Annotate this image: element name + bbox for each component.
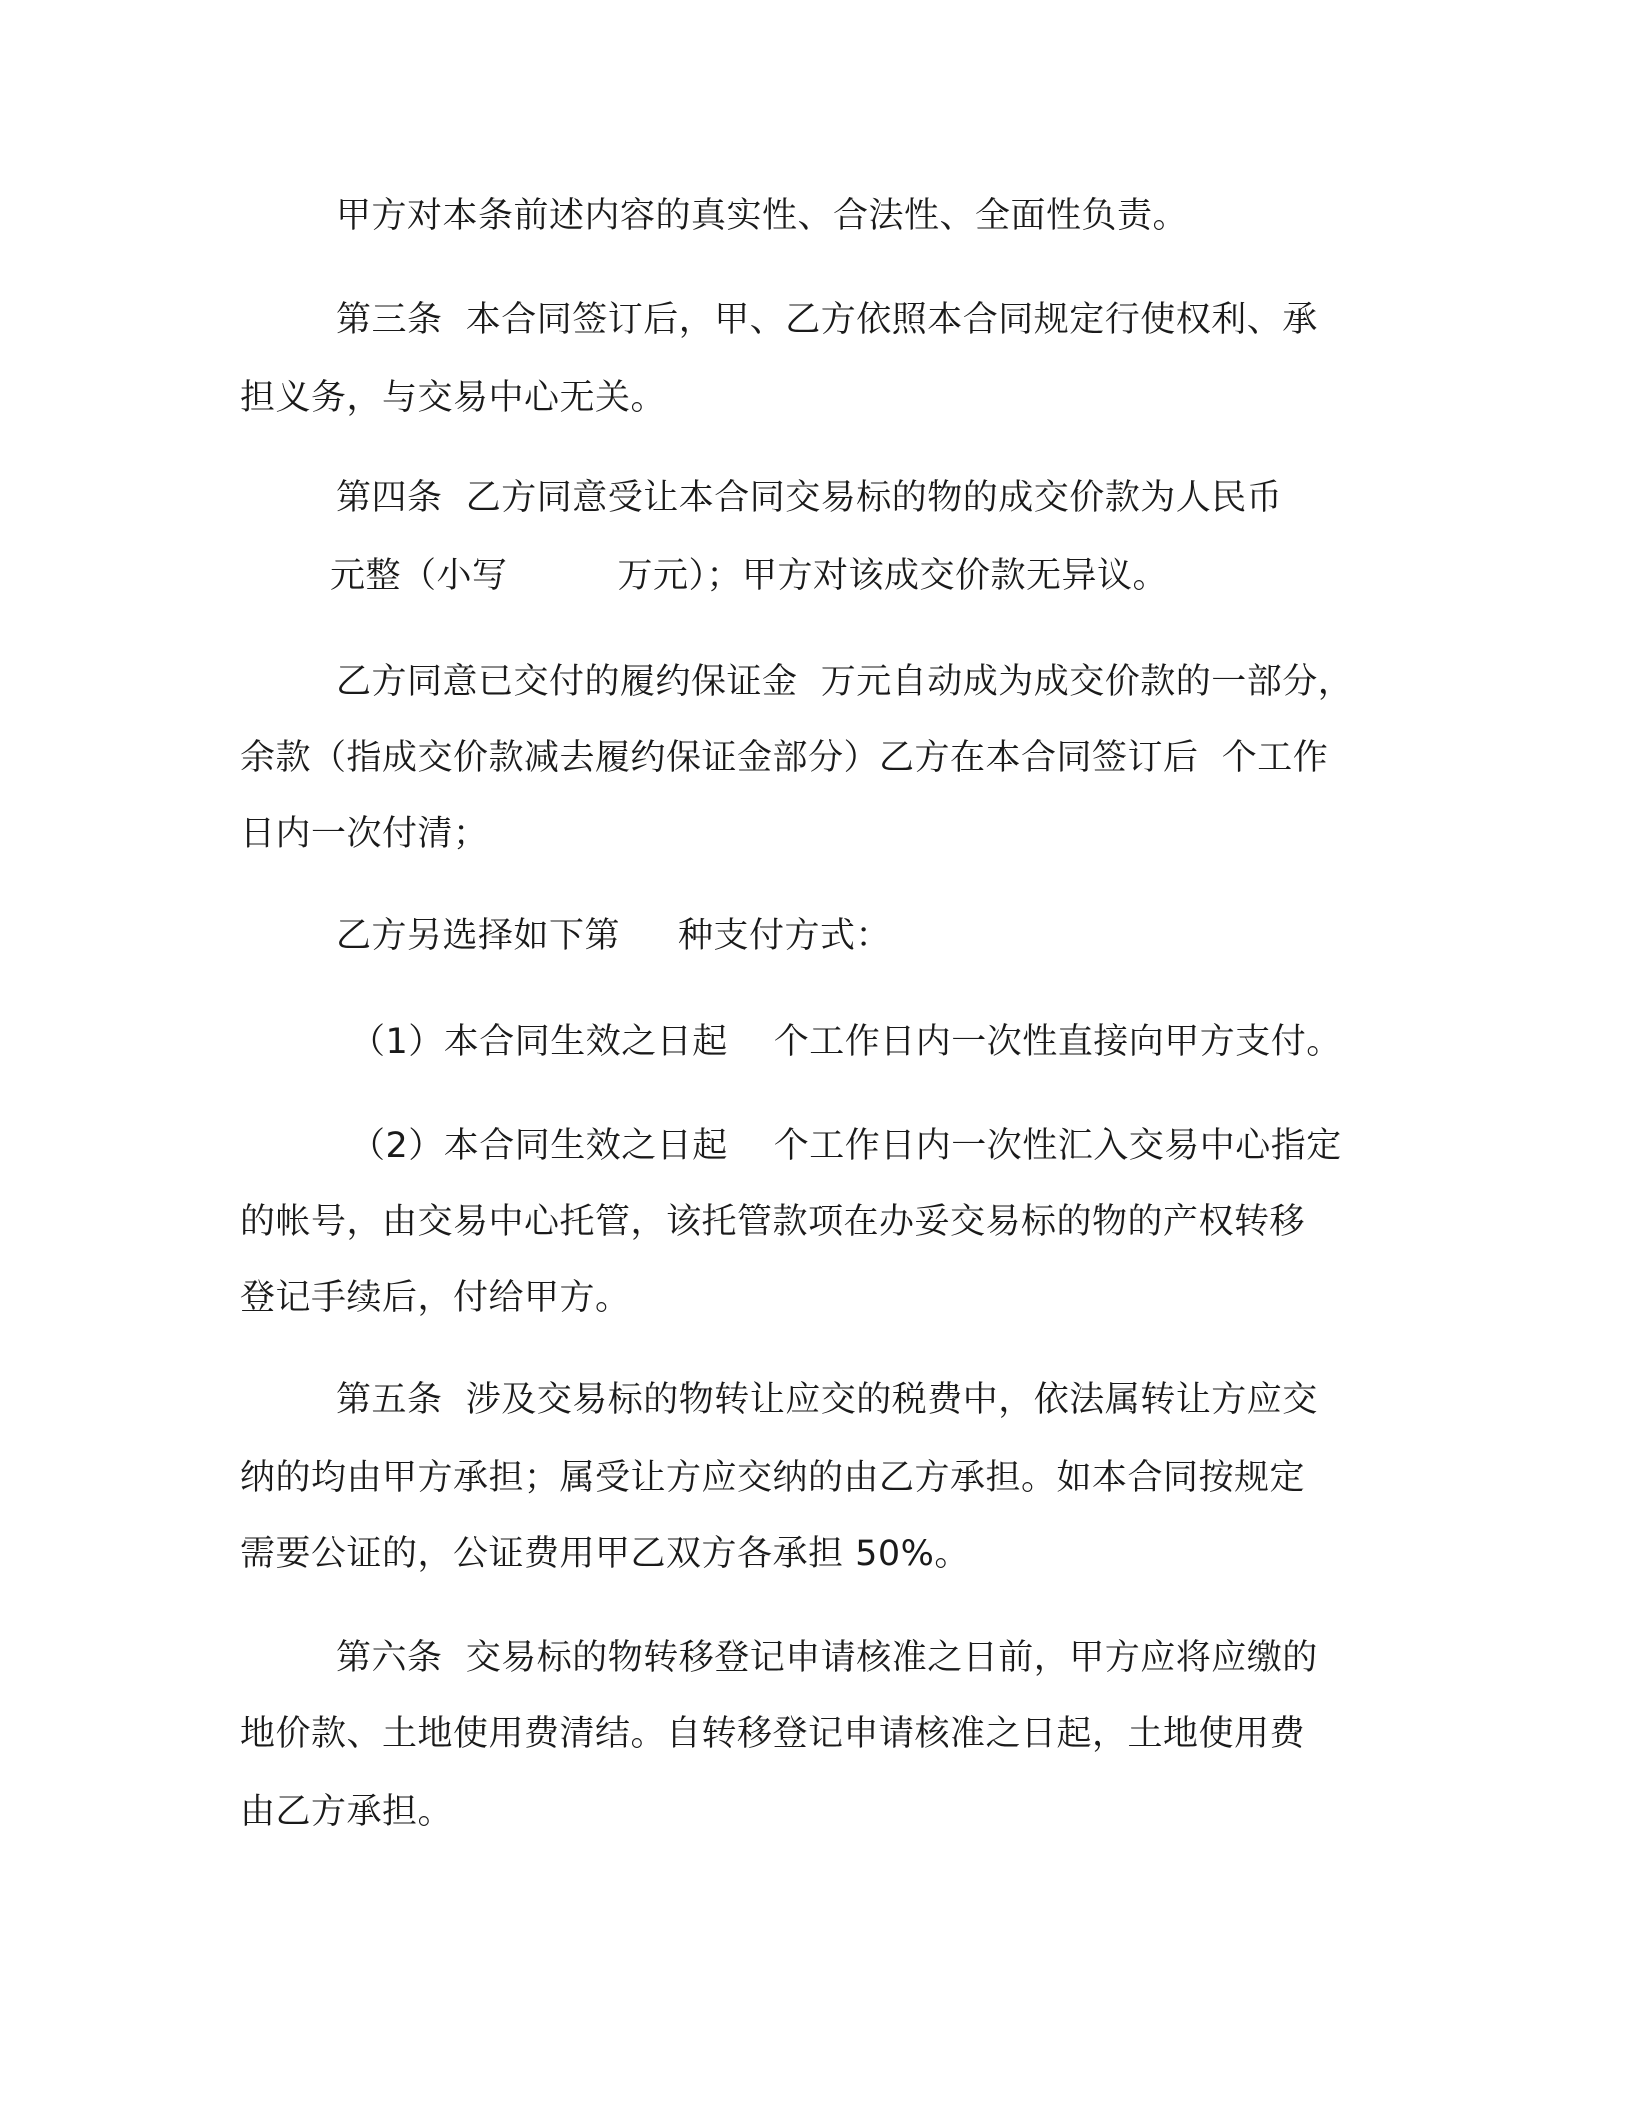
paragraph-line: 甲方对本条前述内容的真实性、合法性、全面性负责。 — [336, 196, 1189, 236]
option-2-part-2: 个工作日内一次性汇入交易中心指定 — [773, 1126, 1342, 1166]
article-4-line-1: 第四条 乙方同意受让本合同交易标的物的成交价款为人民币 — [336, 478, 1283, 518]
option-1-line — [350, 1020, 1342, 1064]
option-2-line-2: 的帐号，由交易中心托管，该托管款项在办妥交易标的物的产权转移 — [240, 1202, 1306, 1242]
option-2-part-1: （2）本合同生效之日起 — [350, 1126, 728, 1166]
option-1-part-1: （1）本合同生效之日起 — [350, 1022, 728, 1062]
article-6-line-3: 由乙方承担。 — [240, 1792, 454, 1832]
price-text-part-1: 元整（小写 — [330, 556, 508, 596]
deposit-line-3: 日内一次付清； — [240, 814, 489, 854]
option-1-part-2: 个工作日内一次性直接向甲方支付。 — [773, 1022, 1342, 1062]
deposit-line-1: 乙方同意已交付的履约保证金 万元自动成为成交价款的一部分， — [336, 662, 1354, 702]
price-text-part-2: 万元）；甲方对该成交价款无异议。 — [617, 556, 1169, 596]
article-3-line-1: 第三条 本合同签订后，甲、乙方依照本合同规定行使权利、承 — [336, 300, 1318, 340]
payment-choice-part-2: 种支付方式： — [678, 916, 892, 956]
article-5-line-1: 第五条 涉及交易标的物转让应交的税费中，依法属转让方应交 — [336, 1380, 1318, 1420]
option-2-line-1 — [350, 1124, 1342, 1168]
article-3-line-2: 担义务，与交易中心无关。 — [240, 378, 667, 418]
article-6-line-2: 地价款、土地使用费清结。自转移登记申请核准之日起，土地使用费 — [240, 1714, 1306, 1754]
option-2-line-3: 登记手续后，付给甲方。 — [240, 1278, 631, 1318]
article-4-line-2 — [330, 554, 1168, 598]
deposit-line-2: 余款（指成交价款减去履约保证金部分）乙方在本合同签订后 个工作 — [240, 738, 1329, 778]
article-5-line-2: 纳的均由甲方承担；属受让方应交纳的由乙方承担。如本合同按规定 — [240, 1458, 1306, 1498]
payment-choice-line — [336, 914, 891, 958]
article-5-line-3: 需要公证的，公证费用甲乙双方各承担 50%。 — [240, 1534, 970, 1574]
payment-choice-part-1: 乙方另选择如下第 — [336, 916, 621, 956]
article-6-line-1: 第六条 交易标的物转移登记申请核准之日前，甲方应将应缴的 — [336, 1638, 1318, 1678]
